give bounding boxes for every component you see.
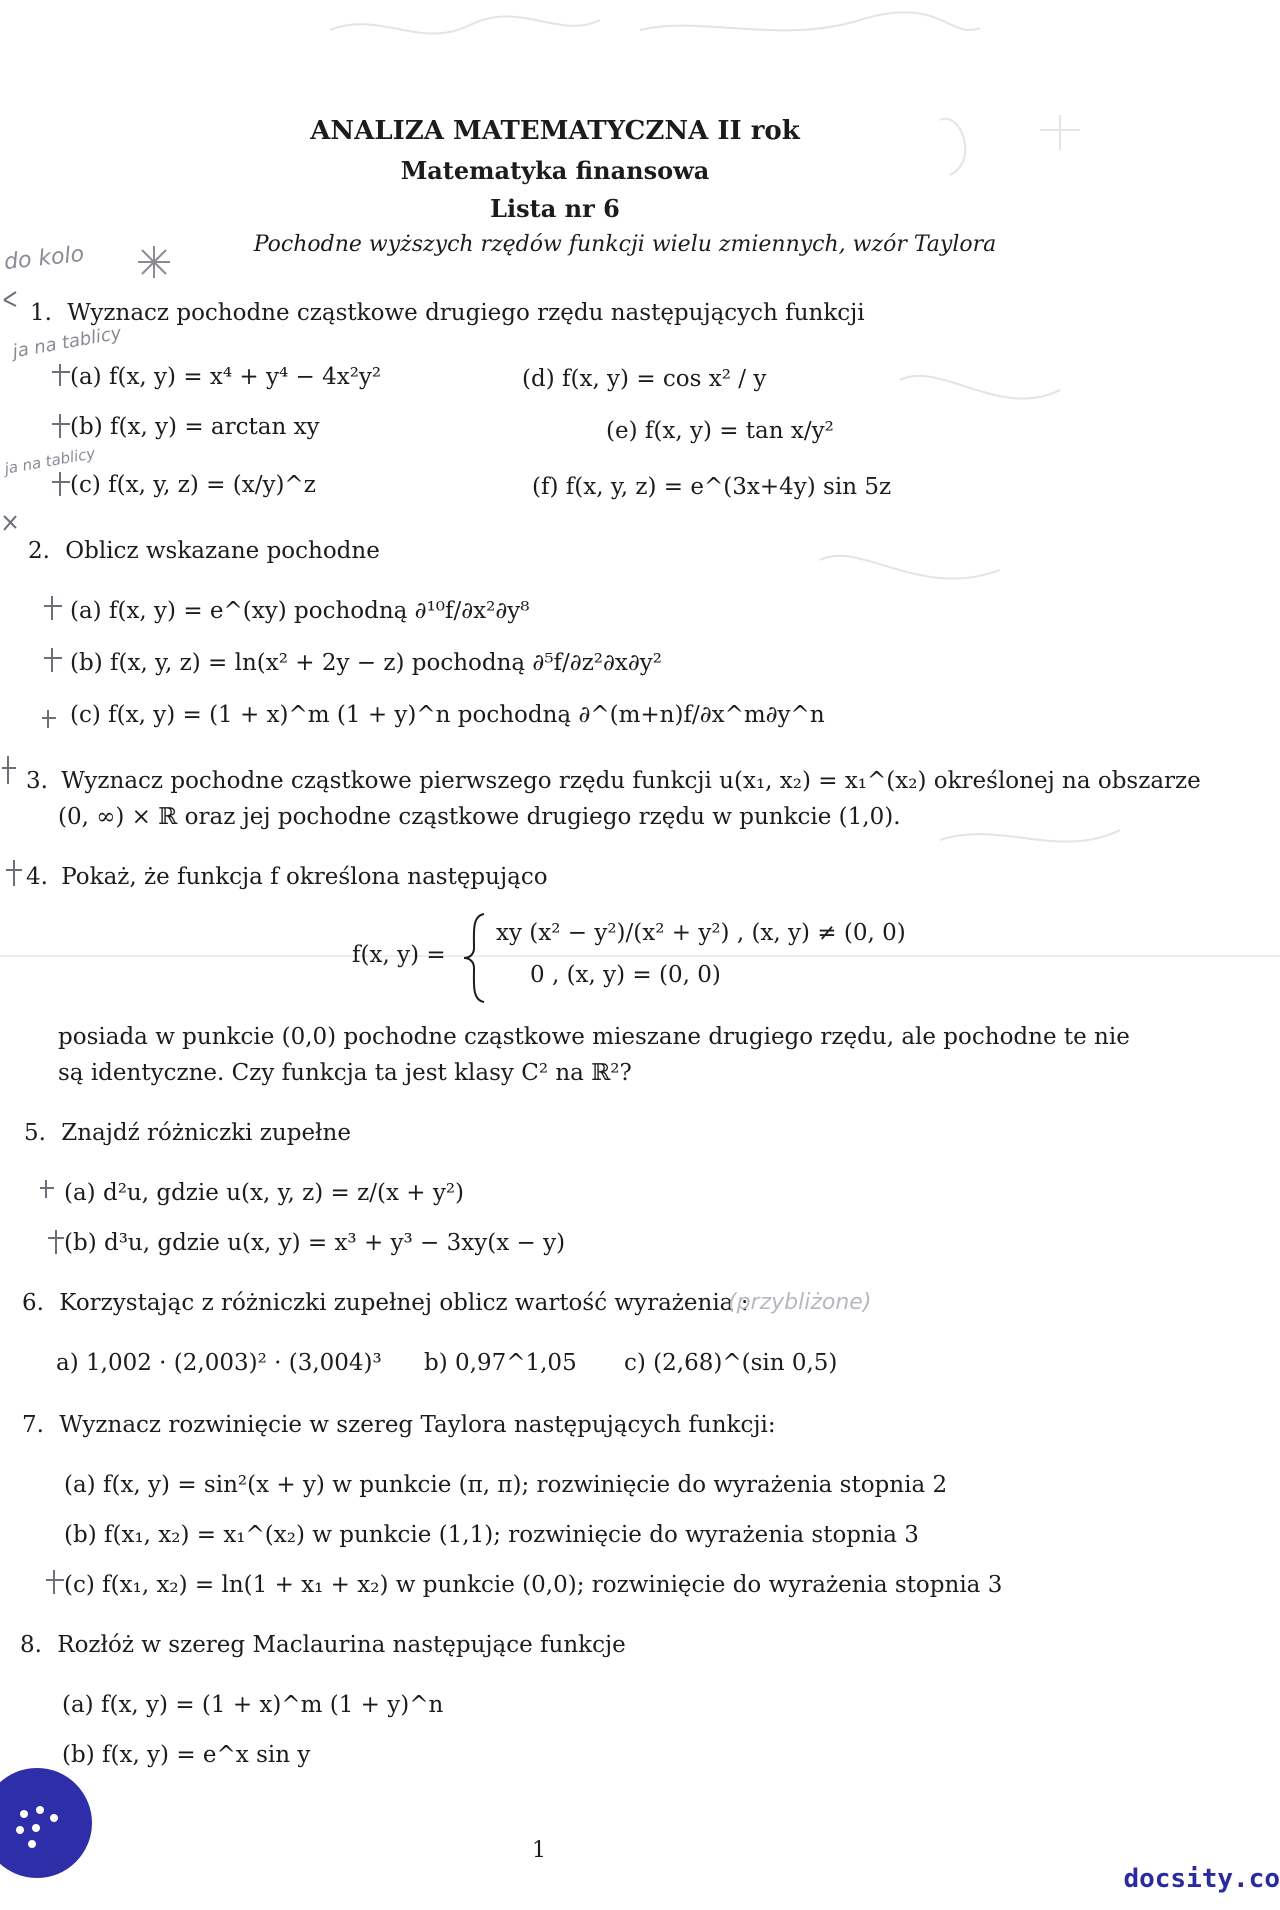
problem-5a: (a) d²u, gdzie u(x, y, z) = z/(x + y²) [64, 1180, 465, 1206]
problem-1e: (e) f(x, y) = tan x/y² [606, 418, 834, 444]
problem-7b: (b) f(x₁, x₂) = x₁^(x₂) w punkcie (1,1); rozwinięcie do wyrażenia stopnia 3 [64, 1522, 919, 1548]
problem-7-number: 7. [22, 1412, 44, 1438]
problem-8-text: Rozłóż w szereg Maclaurina następujące funkcje [57, 1632, 626, 1658]
page-number: 1 [532, 1838, 546, 1863]
problem-6-text: Korzystając z różniczki zupełnej oblicz wartość wyrażenia : [59, 1290, 749, 1316]
watermark: docsity.co [1123, 1864, 1280, 1894]
problem-6-handwritten-note: (przybliżone) [728, 1290, 872, 1315]
problem-5b: (b) d³u, gdzie u(x, y) = x³ + y³ − 3xy(x − y) [64, 1230, 566, 1256]
problem-4-case2: 0 , (x, y) = (0, 0) [530, 962, 721, 988]
handwritten-marks [0, 0, 130, 1900]
problem-1d: (d) f(x, y) = cos x² / y [522, 366, 767, 392]
problem-1-number: 1. [30, 300, 52, 326]
problem-5-text: Znajdź różniczki zupełne [61, 1120, 351, 1146]
problem-3 [26, 766, 1201, 796]
problem-4-line1: posiada w punkcie (0,0) pochodne cząstkowe mieszane drugiego rzędu, ale pochodne te nie [58, 1024, 1130, 1050]
problem-1c: (c) f(x, y, z) = (x/y)^z [70, 472, 316, 498]
problem-2-text: Oblicz wskazane pochodne [65, 538, 380, 564]
problem-1a: (a) f(x, y) = x⁴ + y⁴ − 4x²y² [70, 364, 382, 390]
asterisk-icon [134, 244, 174, 280]
problem-6b: b) 0,97^1,05 [424, 1350, 577, 1376]
problem-2b: (b) f(x, y, z) = ln(x² + 2y − z) pochodną ∂⁵f/∂z²∂x∂y² [70, 650, 663, 676]
problem-2-number: 2. [28, 538, 50, 564]
document-subtitle: Matematyka finansowa [400, 156, 710, 185]
problem-5-number: 5. [24, 1120, 46, 1146]
list-topic: Pochodne wyższych rzędów funkcji wielu zmiennych, wzór Taylora [253, 232, 997, 257]
problem-6-number: 6. [22, 1290, 44, 1316]
problem-2c: (c) f(x, y) = (1 + x)^m (1 + y)^n pochodną ∂^(m+n)f/∂x^m∂y^n [70, 702, 825, 728]
problem-8a: (a) f(x, y) = (1 + x)^m (1 + y)^n [62, 1692, 444, 1718]
problem-1 [30, 298, 865, 328]
problem-4-line2: są identyczne. Czy funkcja ta jest klasy C² na ℝ²? [58, 1060, 632, 1086]
margin-note-do-kolo: do kolo [2, 241, 86, 276]
problem-2a: (a) f(x, y) = e^(xy) pochodną ∂¹⁰f/∂x²∂y⁸ [70, 598, 530, 624]
problem-8-number: 8. [20, 1632, 42, 1658]
problem-6c: c) (2,68)^(sin 0,5) [624, 1350, 838, 1376]
problem-6a: a) 1,002 · (2,003)² · (3,004)³ [56, 1350, 382, 1376]
document-title: ANALIZA MATEMATYCZNA II rok [310, 116, 800, 146]
problem-4-lhs: f(x, y) = [352, 942, 446, 968]
left-brace [462, 912, 488, 1004]
problem-7a: (a) f(x, y) = sin²(x + y) w punkcie (π, π); rozwinięcie do wyrażenia stopnia 2 [64, 1472, 948, 1498]
problem-4-text: Pokaż, że funkcja f określona następująco [61, 864, 548, 890]
problem-4-number: 4. [26, 864, 48, 890]
margin-note-tablica: ja na tablicy [11, 322, 123, 363]
problem-3-line1: Wyznacz pochodne cząstkowe pierwszego rzędu funkcji u(x₁, x₂) = x₁^(x₂) określonej na obszarze [61, 768, 1201, 794]
list-number: Lista nr 6 [490, 194, 620, 223]
logo-dots-icon [8, 1800, 68, 1860]
problem-8b: (b) f(x, y) = e^x sin y [62, 1742, 311, 1768]
problem-1f: (f) f(x, y, z) = e^(3x+4y) sin 5z [532, 474, 892, 500]
problem-7-text: Wyznacz rozwinięcie w szereg Taylora następujących funkcji: [59, 1412, 776, 1438]
margin-note-tablica-2: ja na tablicy [3, 444, 97, 478]
problem-1b: (b) f(x, y) = arctan xy [70, 414, 320, 440]
problem-3-number: 3. [26, 768, 48, 794]
problem-7c: (c) f(x₁, x₂) = ln(1 + x₁ + x₂) w punkcie (0,0); rozwinięcie do wyrażenia stopnia 3 [64, 1572, 1003, 1598]
problem-3-line2: (0, ∞) × ℝ oraz jej pochodne cząstkowe drugiego rzędu w punkcie (1,0). [58, 804, 901, 830]
problem-6 [22, 1288, 748, 1318]
problem-7 [22, 1410, 776, 1440]
problem-4-case1: xy (x² − y²)/(x² + y²) , (x, y) ≠ (0, 0) [496, 920, 906, 946]
problem-1-text: Wyznacz pochodne cząstkowe drugiego rzędu następujących funkcji [67, 300, 865, 326]
